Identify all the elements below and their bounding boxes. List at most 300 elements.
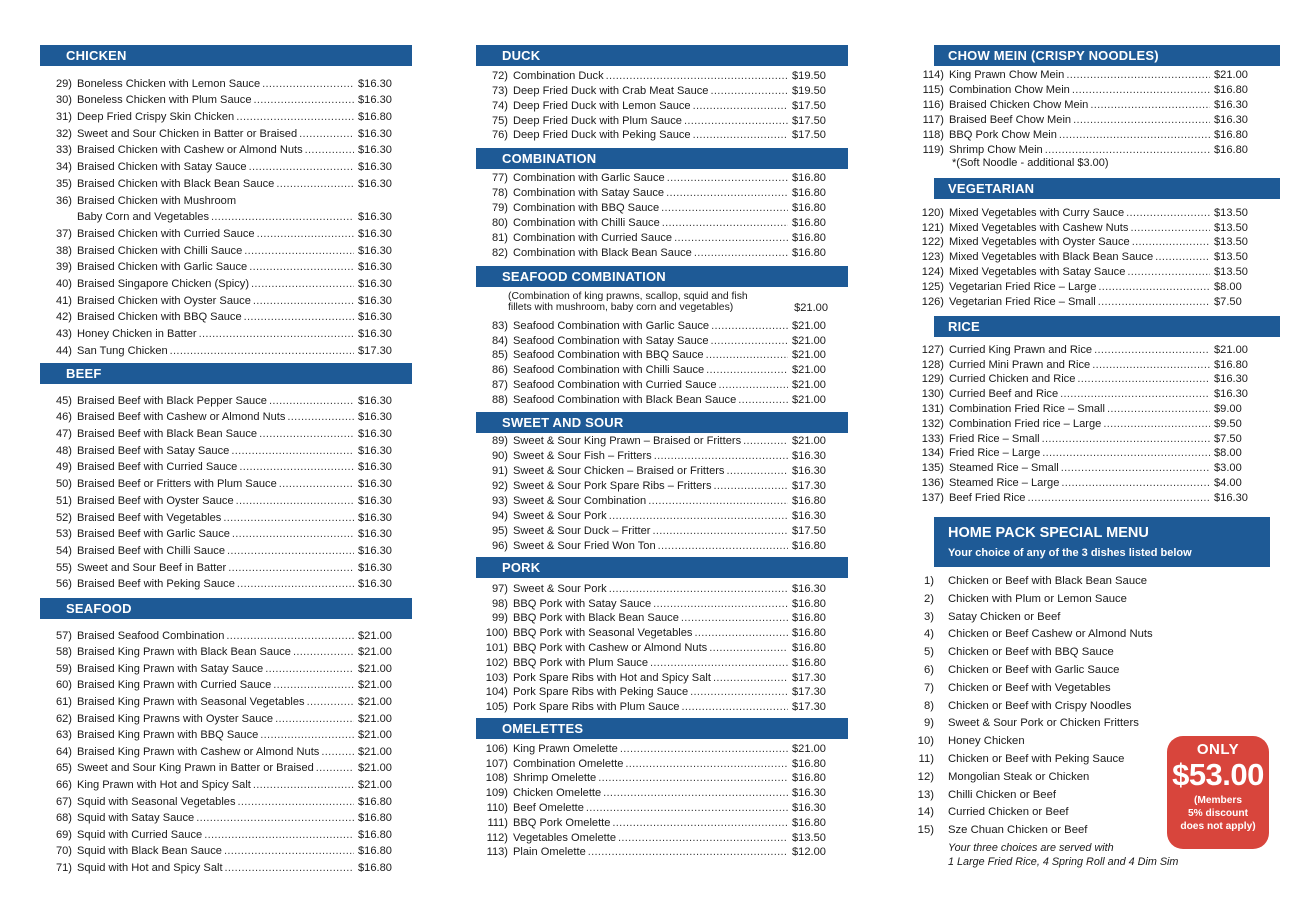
menu-item [476,67,850,82]
menu-item-name [77,713,354,725]
menu-item-name-text: Combination Fried Rice – Small [949,402,1105,415]
menu-item [476,332,850,347]
menu-item [40,758,416,775]
menu-item-number: 78) [491,187,508,199]
menu-item-name [513,758,788,770]
menu-item-name-text: Sweet and Sour Beef in Batter [77,561,227,574]
menu-item [912,400,1272,415]
menu-item-price: $16.30 [358,94,392,107]
menu-item-name [77,495,354,507]
menu-item-price: $21.00 [358,729,392,742]
menu-item-name [513,598,788,610]
menu-item-name [949,359,1210,371]
menu-item-number: 95) [491,525,508,537]
menu-item-name-text: Deep Fried Duck with Plum Sauce [513,114,682,127]
menu-item-name [77,845,354,857]
menu-item-price: $16.30 [792,510,826,522]
menu-item-number: 45) [55,394,72,407]
menu-item-number: 56) [55,578,72,591]
menu-item-number: 67) [55,795,72,808]
menu-item-price: $21.00 [792,393,826,406]
menu-item [476,127,850,142]
menu-item-name [513,540,788,552]
menu-item-number: 90) [491,450,508,462]
menu-item-price: $21.00 [358,679,392,692]
menu-item-name [513,525,788,537]
home-pack-item [912,804,1192,822]
menu-item-number: 35) [55,177,72,190]
menu-item-price: $16.80 [792,247,826,259]
menu-item [476,654,850,669]
home-pack-item-name: Satay Chicken or Beef [948,610,1061,623]
menu-item-name-text: Braised Beef with Garlic Sauce [77,528,230,541]
menu-item-price: $21.00 [358,646,392,659]
home-pack-item [912,822,1192,840]
menu-item-number: 102) [485,656,508,669]
menu-item-name-text: Seafood Combination with Chilli Sauce [513,364,705,377]
menu-item-price: $16.80 [792,612,826,625]
menu-item-name-text: Baby Corn and Vegetables [77,211,209,224]
price-badge-only: ONLY [1196,741,1240,758]
menu-item-price: $21.00 [1214,69,1248,81]
menu-item-name-text: Plain Omelette [513,846,586,859]
menu-item-name-text: Braised Chicken with Satay Sauce [77,161,247,174]
menu-item [40,741,416,758]
home-pack-item-number: 14) [917,806,934,819]
menu-item [476,361,850,376]
menu-item-name-text: Vegetarian Fried Rice – Small [949,295,1096,308]
menu-item-price: $16.80 [792,232,826,244]
home-pack-item [912,609,1192,627]
menu-item-number: 110) [486,801,508,814]
home-pack-item [912,662,1192,680]
menu-item-name [77,328,354,340]
menu-item-name [513,349,788,361]
menu-item-name-text: Vegetarian Fried Rice – Large [949,280,1097,293]
menu-item-name-text: Braised Beef with Oyster Sauce [77,494,234,507]
menu-item-name [513,657,788,669]
menu-item-name-text: Mixed Vegetables with Satay Sauce [949,265,1126,278]
menu-item-name-text: Braised Beef or Fritters with Plum Sauce [77,478,277,491]
menu-item-price: $21.00 [358,662,392,675]
menu-item-name [949,114,1210,126]
menu-item-name-text: Chicken Omelette [513,787,602,800]
menu-item-name-text: Combination with BBQ Sauce [513,202,660,214]
menu-item-name-text: Braised King Prawn with Satay Sauce [77,662,264,675]
menu-item-price: $16.80 [792,540,826,552]
menu-item-number: 40) [55,277,72,290]
menu-item [912,415,1272,430]
menu-item [40,574,416,591]
menu-item-price: $17.30 [792,701,826,714]
menu-item-price: $16.80 [358,861,392,874]
menu-item-number: 81) [491,232,508,244]
menu-item-name [77,746,354,758]
section-header-duck: DUCK [476,45,848,66]
menu-item-price: $16.30 [1214,491,1248,504]
menu-item-name [513,480,788,492]
menu-item-price: $16.30 [792,465,826,477]
menu-item-number: 118) [922,129,944,141]
menu-item-name-text: BBQ Pork Omelette [513,816,611,829]
menu-item-price: $17.50 [792,525,826,537]
menu-item-name [77,779,354,791]
menu-item-name [77,512,354,524]
home-pack-item [912,733,1192,751]
menu-item-number: 112) [486,831,508,844]
menu-item-name-text: Combination with Chilli Sauce [513,217,660,229]
menu-item [476,669,850,684]
menu-item [912,356,1272,371]
menu-item-name [949,462,1210,474]
menu-item-number: 33) [55,144,72,157]
menu-item [40,691,416,708]
menu-item-name-text: Shrimp Omelette [513,772,597,785]
menu-item-name [77,630,354,642]
menu-item [476,639,850,654]
menu-item-name-text: Deep Fried Duck with Peking Sauce [513,129,691,142]
menu-item-number: 135) [921,462,944,475]
menu-item-name [513,115,788,127]
menu-item-name-text: Squid with Curried Sauce [77,828,203,841]
menu-item-name-text: Combination Chow Mein [949,84,1070,96]
menu-item-name-text: Steamed Rice – Small [949,462,1059,475]
vegetarian-list [912,204,1272,308]
menu-item-name [77,261,354,273]
home-pack-item-number: 6) [923,663,934,676]
menu-item [476,755,850,770]
home-pack-item-number: 4) [923,628,934,641]
menu-item-name-text: Pork Spare Ribs with Peking Sauce [513,686,689,699]
menu-item-number: 36) [55,194,72,207]
menu-item-price: $16.80 [358,812,392,825]
menu-item-name-text: Braised Beef with Satay Sauce [77,444,230,457]
menu-item-name-text: Combination with Black Bean Sauce [513,247,692,259]
home-pack-item [912,769,1192,787]
menu-item-price: $16.30 [358,494,392,507]
menu-item-name [77,729,354,741]
menu-item-name-text: Seafood Combination with Satay Sauce [513,334,709,347]
menu-item [476,214,850,229]
menu-item-price: $21.00 [792,319,826,332]
menu-item-name [77,78,354,90]
menu-item-name [513,701,788,713]
menu-item-name-text: Beef Fried Rice [949,491,1026,504]
menu-item-price: $17.50 [792,129,826,142]
seafood-combination-note [508,291,828,314]
home-pack-item-number: 8) [923,699,934,712]
menu-item [476,169,850,184]
menu-item-price: $16.30 [358,444,392,457]
section-header-pork: PORK [476,557,848,578]
menu-item-name [949,433,1210,445]
menu-item [40,507,416,524]
menu-item [40,106,416,123]
menu-item-price: $16.80 [358,795,392,808]
menu-item-name-text: Braised Chicken with Oyster Sauce [77,294,251,307]
menu-item-number: 126) [921,295,944,308]
menu-item [40,457,416,474]
menu-item [40,473,416,490]
menu-item-name [77,545,354,557]
menu-item [476,97,850,112]
menu-item-price: $16.80 [1214,84,1248,96]
home-pack-item-number: 9) [923,717,934,730]
menu-item-number: 97) [491,582,508,595]
menu-item-number: 55) [55,561,72,574]
menu-item-name-text: Braised Beef with Cashew or Almond Nuts [77,411,286,424]
menu-item-name [77,144,354,156]
menu-item-number: 50) [55,478,72,491]
section-header-beef: BEEF [40,363,412,384]
menu-item-price: $16.80 [1214,129,1248,141]
menu-item-name-text: Braised Chicken with Curried Sauce [77,227,255,240]
menu-item-price: $17.30 [358,344,392,357]
menu-item-name [77,195,354,207]
sweet-and-sour-list [476,432,850,552]
menu-item-price: $16.80 [358,111,392,124]
menu-item-name-text: Sweet & Sour Chicken – Braised or Fritters [513,465,725,477]
menu-item-number: 65) [55,762,72,775]
menu-item-name [513,202,788,214]
menu-item-price: $16.30 [792,787,826,800]
menu-item [476,462,850,477]
menu-item [476,799,850,814]
menu-item-number: 77) [491,172,508,184]
menu-item-price: $16.30 [792,450,826,462]
menu-item [40,708,416,725]
menu-item-name [513,787,788,799]
chow-mein-note: *(Soft Noodle - additional $3.00) [952,157,1109,169]
home-pack-subtitle: Your choice of any of the 3 dishes listed below [948,547,1192,559]
home-pack-item-number: 15) [917,824,934,837]
menu-item [40,524,416,541]
menu-item-number: 119) [922,144,944,156]
menu-item-number: 58) [55,646,72,659]
menu-item [912,248,1272,263]
menu-item-price: $16.30 [358,211,392,224]
menu-item [476,82,850,97]
menu-item-name-text: Braised Beef with Black Pepper Sauce [77,394,267,407]
home-pack-item [912,573,1192,591]
menu-item [476,537,850,552]
menu-item-number: 136) [921,476,944,489]
menu-item-name-text: Sweet & Sour Pork Spare Ribs – Fritters [513,480,712,492]
menu-item-name [77,796,354,808]
menu-item-number: 96) [491,540,508,552]
menu-item-name-text: Braised King Prawn with Cashew or Almond Nuts [77,745,320,758]
menu-item-price: $16.80 [792,597,826,610]
menu-item-price: $16.30 [358,461,392,474]
menu-item [476,184,850,199]
menu-item-price: $16.30 [792,582,826,595]
menu-item [40,307,416,324]
menu-item [40,423,416,440]
menu-item-name-text: Mixed Vegetables with Curry Sauce [949,206,1125,219]
home-pack-item-name: Chilli Chicken or Beef [948,788,1056,801]
menu-item-number: 101) [485,641,508,654]
menu-item-price: $21.00 [792,742,826,755]
menu-item-price: $13.50 [792,831,826,844]
menu-item-price: $16.80 [792,172,826,184]
home-pack-item [912,751,1192,769]
menu-item-name [77,812,354,824]
menu-item-price: $9.00 [1214,402,1242,415]
menu-item-name-text: Combination Omelette [513,757,624,770]
menu-item [40,123,416,140]
menu-item-name-text: Fried Rice – Large [949,447,1041,460]
menu-item-name-text: Mixed Vegetables with Oyster Sauce [949,236,1130,249]
menu-item-price: $16.30 [792,801,826,814]
menu-item-name-text: Braised Chicken Chow Mein [949,99,1089,111]
menu-item-number: 80) [491,217,508,229]
home-pack-item-name: Sze Chuan Chicken or Beef [948,824,1088,837]
menu-item-name [77,428,354,440]
menu-item-name-text: Sweet & Sour Pork [513,510,607,522]
menu-item-number: 100) [485,627,508,640]
menu-item-name [513,217,788,229]
menu-item-name-text: Boneless Chicken with Lemon Sauce [77,77,261,90]
menu-item [476,244,850,259]
menu-item-name-text: Squid with Satay Sauce [77,812,195,825]
seafood-list [40,625,416,874]
menu-item-name-text: Pork Spare Ribs with Plum Sauce [513,701,680,714]
menu-item-name [77,345,354,357]
menu-item-number: 38) [55,244,72,257]
menu-item-number: 133) [921,432,944,445]
menu-item-name [513,172,788,184]
menu-item-name-text: Braised King Prawn with Curried Sauce [77,679,272,692]
menu-item-price: $16.80 [792,641,826,654]
menu-item-name-text: King Prawn Omelette [513,742,618,755]
menu-item-name-text: Combination with Curried Sauce [513,232,673,244]
menu-item-name [77,829,354,841]
menu-item-name-text: BBQ Pork Chow Mein [949,129,1057,141]
menu-item-name-text: BBQ Pork with Plum Sauce [513,656,649,669]
home-pack-item-number: 1) [923,575,934,587]
menu-item-name [513,364,788,376]
menu-item-number: 106) [485,742,508,755]
menu-item-number: 120) [921,206,944,219]
menu-item-number: 31) [55,111,72,124]
menu-item-number: 134) [921,447,944,460]
menu-item-price: $16.30 [358,277,392,290]
menu-item-name-text: Braised Beef with Peking Sauce [77,578,235,591]
price-badge-note-1: (Members [1193,795,1243,806]
menu-item-number: 104) [485,686,508,699]
section-header-combination: COMBINATION [476,148,848,169]
menu-item-name [949,222,1210,234]
menu-item-name [513,627,788,639]
menu-item-name-text: Braised Chicken with BBQ Sauce [77,311,242,324]
menu-item [476,829,850,844]
home-pack-item-number: 11) [918,752,934,765]
menu-item [912,204,1272,219]
menu-item-name [949,373,1210,385]
menu-item [40,223,416,240]
menu-item-number: 98) [491,597,508,610]
menu-item [476,492,850,507]
menu-item-name [949,236,1210,248]
menu-item-number: 79) [491,202,508,214]
menu-item-price: $16.30 [358,177,392,190]
menu-item-price: $13.50 [1214,265,1248,278]
menu-item-price: $21.00 [358,712,392,725]
menu-item [476,199,850,214]
menu-item [40,190,416,207]
chow-mein-list [912,66,1272,156]
beef-list [40,390,416,590]
menu-item-name [513,672,788,684]
menu-item-name-text: Steamed Rice – Large [949,476,1060,489]
menu-item-name [513,129,788,141]
menu-item-name-text: BBQ Pork with Satay Sauce [513,597,652,610]
menu-item [40,156,416,173]
menu-item-number: 52) [55,511,72,524]
menu-item-name [513,247,788,259]
menu-item-price: $16.30 [358,528,392,541]
menu-item-name [949,447,1210,459]
menu-item-number: 32) [55,127,72,140]
menu-item-name [949,296,1210,308]
rice-list [912,341,1272,504]
home-pack-item [912,644,1192,662]
menu-item-name-text: BBQ Pork with Black Bean Sauce [513,612,679,625]
menu-item-price: $17.30 [792,686,826,699]
menu-item-name-text: Braised Beef Chow Mein [949,114,1072,126]
menu-item-number: 86) [491,364,508,377]
menu-item [40,390,416,407]
price-badge [1167,736,1269,849]
menu-item [40,490,416,507]
menu-item-name [77,228,354,240]
home-pack-list [912,573,1192,840]
menu-item-price: $16.80 [792,656,826,669]
menu-item-price: $16.30 [358,411,392,424]
menu-item-price: $21.00 [358,762,392,775]
menu-item-name [513,802,788,814]
menu-item-name [77,211,354,223]
menu-item [912,385,1272,400]
menu-item-number: 44) [55,344,72,357]
duck-list [476,67,850,141]
menu-item-name [513,187,788,199]
menu-item-price: $16.30 [358,478,392,491]
menu-item [40,725,416,742]
menu-item [912,66,1272,81]
menu-item [912,126,1272,141]
menu-item-name-text: Sweet & Sour Fried Won Ton [513,540,656,552]
menu-item [476,112,850,127]
menu-item [476,814,850,829]
menu-item [40,557,416,574]
menu-item-name-text: Beef Omelette [513,801,584,814]
menu-item [476,770,850,785]
menu-item-number: 63) [55,729,72,742]
menu-item [912,459,1272,474]
menu-item-number: 103) [485,671,508,684]
menu-item-name [949,266,1210,278]
menu-item-price: $16.30 [358,77,392,90]
home-pack-item-number: 5) [923,646,934,659]
menu-item [40,273,416,290]
menu-item-name-text: Braised Chicken with Black Bean Sauce [77,177,275,190]
menu-item-number: 94) [491,510,508,522]
menu-item [476,595,850,610]
menu-item-name [77,411,354,423]
menu-item [476,580,850,595]
menu-item-price: $16.30 [1214,373,1248,386]
